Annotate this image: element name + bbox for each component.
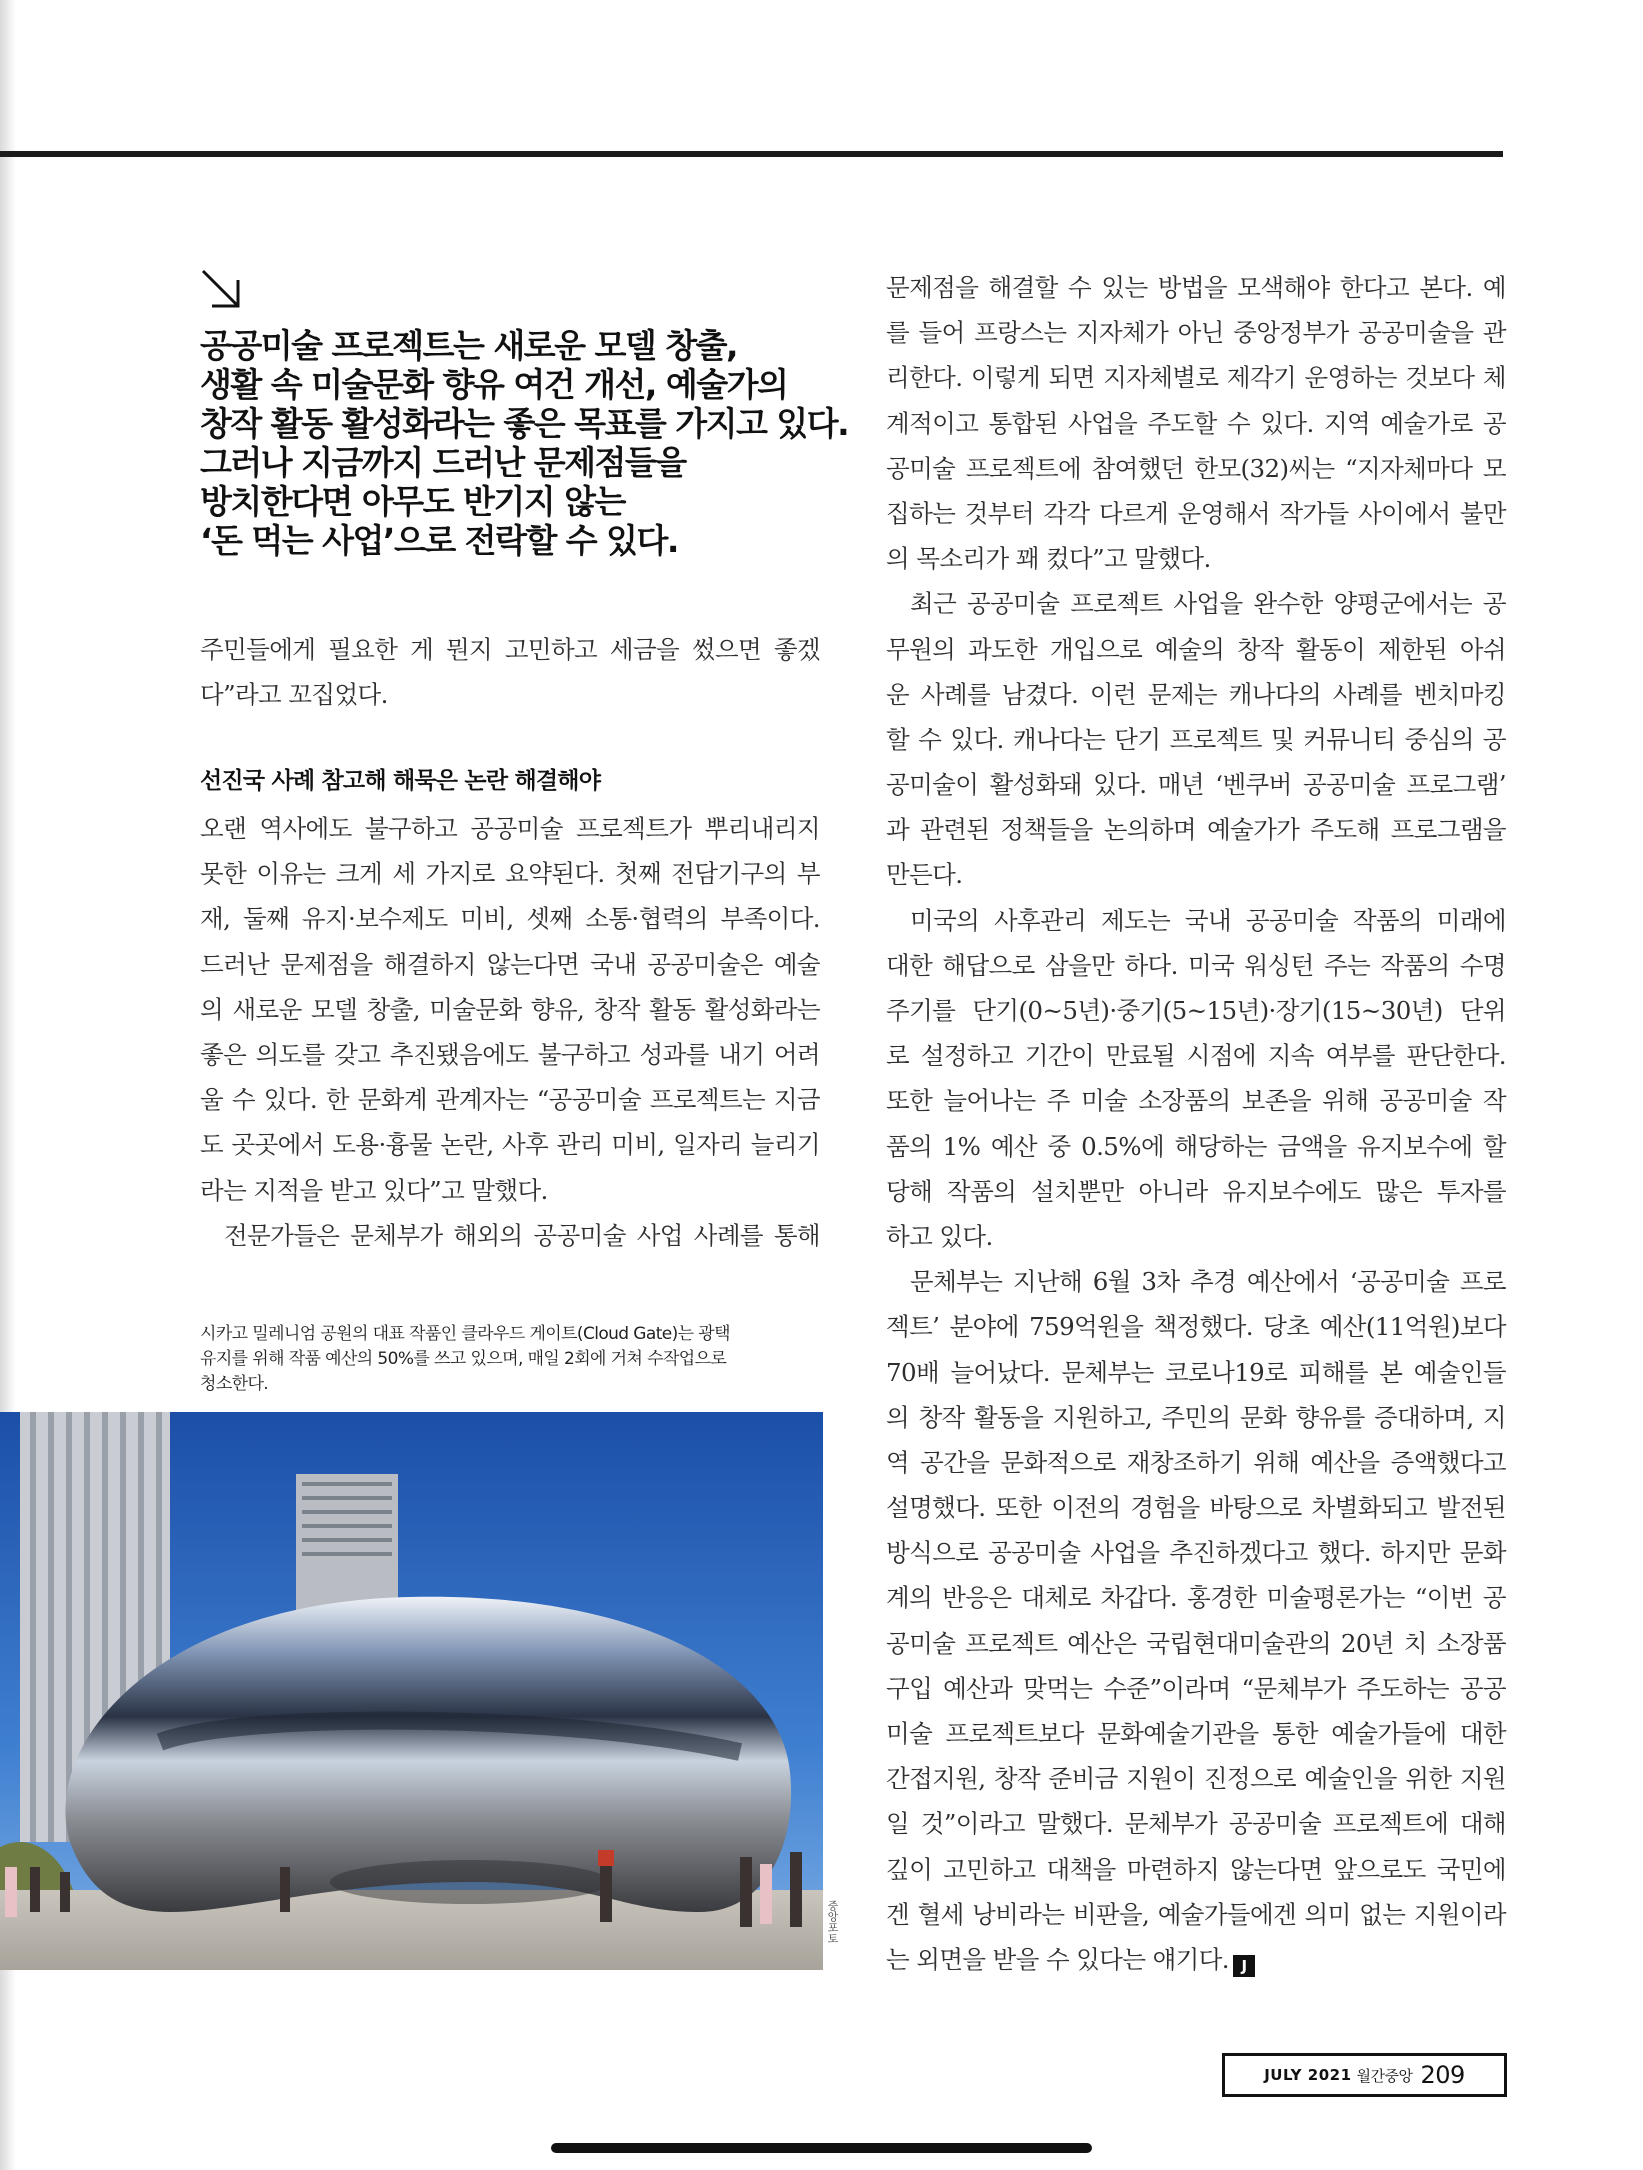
text-line: 최근 공공미술 프로젝트 사업을 완수한 양평군에서는 공 bbox=[910, 589, 1506, 619]
right-column bbox=[886, 265, 1506, 1982]
caption-line: 유지를 위해 작품 예산의 50%를 쓰고 있으며, 매일 2회에 거쳐 수작업으로 bbox=[200, 1349, 727, 1369]
text-line: 공미술 프로젝트 예산은 국립현대미술관의 20년 치 소장품 bbox=[886, 1628, 1506, 1658]
text-line: 못한 이유는 크게 세 가지로 요약된다. 첫째 전담기구의 부 bbox=[200, 859, 820, 889]
text-line: 의 창작 활동을 지원하고, 주민의 문화 향유를 증대하며, 지 bbox=[886, 1402, 1506, 1432]
text-line: 미술 프로젝트보다 문화예술기관을 통한 예술가들에 대한 bbox=[886, 1719, 1506, 1748]
text-line: 도 곳곳에서 도용·흉물 논란, 사후 관리 미비, 일자리 늘리기 bbox=[200, 1130, 820, 1160]
text-line: 운 사례를 남겼다. 이런 문제는 캐나다의 사례를 벤치마킹 bbox=[886, 679, 1506, 709]
text-line: 오랜 역사에도 불구하고 공공미술 프로젝트가 뿌리내리지 bbox=[200, 814, 820, 843]
footer-magazine: 월간중앙 bbox=[1356, 2066, 1413, 2085]
text-line: 미국의 사후관리 제도는 국내 공공미술 작품의 미래에 bbox=[910, 905, 1506, 935]
left-column-paragraph-2 bbox=[200, 806, 820, 1258]
text-line: 드러난 문제점을 해결하지 않는다면 국내 공공미술은 예술 bbox=[200, 949, 820, 979]
text-line: 문체부는 지난해 6월 3차 추경 예산에서 ‘공공미술 프로 bbox=[910, 1267, 1506, 1297]
last-line-text: 는 외면을 받을 수 있다는 얘기다. bbox=[886, 1944, 1229, 1974]
article-end-mark: J bbox=[1233, 1955, 1255, 1977]
text-line: 주기를 단기(0~5년)·중기(5~15년)·장기(15~30년) 단위 bbox=[886, 996, 1506, 1025]
pull-quote bbox=[200, 326, 849, 560]
text-line: 70배 늘어났다. 문체부는 코로나19로 피해를 본 예술인들 bbox=[886, 1357, 1506, 1387]
pull-quote-line: 창작 활동 활성화라는 좋은 목표를 가지고 있다. bbox=[200, 404, 849, 443]
pull-quote-line: 생활 속 미술문화 향유 여건 개선, 예술가의 bbox=[200, 365, 788, 404]
text-line: 겐 혈세 낭비라는 비판을, 예술가들에겐 의미 없는 지원이라 bbox=[886, 1899, 1506, 1929]
text-line: 무원의 과도한 개입으로 예술의 창작 활동이 제한된 아쉬 bbox=[886, 634, 1506, 664]
text-line: 공미술 프로젝트에 참여했던 한모(32)씨는 “지자체마다 모 bbox=[886, 453, 1506, 483]
caption-line: 청소한다. bbox=[200, 1374, 269, 1394]
text-line: 의 목소리가 꽤 컸다”고 말했다. bbox=[886, 544, 1211, 574]
home-indicator[interactable] bbox=[551, 2143, 1092, 2153]
text-line: 할 수 있다. 캐나다는 단기 프로젝트 및 커뮤니티 중심의 공 bbox=[886, 724, 1506, 754]
text-line: 좋은 의도를 갖고 추진됐음에도 불구하고 성과를 내기 어려 bbox=[200, 1039, 820, 1069]
text-line: 품의 1% 예산 중 0.5%에 해당하는 금액을 유지보수에 할 bbox=[886, 1131, 1506, 1161]
page-number: 209 bbox=[1420, 2061, 1465, 2089]
caption-line: 시카고 밀레니엄 공원의 대표 작품인 클라우드 게이트(Cloud Gate)는 광택 bbox=[200, 1324, 730, 1344]
photo-caption bbox=[200, 1322, 820, 1397]
text-line: 리한다. 이렇게 되면 지자체별로 제각기 운영하는 것보다 체 bbox=[886, 363, 1506, 393]
top-rule bbox=[0, 151, 1503, 157]
text-line: 공미술이 활성화돼 있다. 매년 ‘벤쿠버 공공미술 프로그램’ bbox=[886, 770, 1506, 800]
text-line: 계적이고 통합된 사업을 주도할 수 있다. 지역 예술가로 공 bbox=[886, 408, 1506, 438]
text-line: 재, 둘째 유지·보수제도 미비, 셋째 소통·협력의 부족이다. bbox=[200, 904, 820, 934]
text-line: 로 설정하고 기간이 만료될 시점에 지속 여부를 판단한다. bbox=[886, 1041, 1506, 1071]
text-line: 문제점을 해결할 수 있는 방법을 모색해야 한다고 본다. 예 bbox=[886, 273, 1506, 302]
text-line: 하고 있다. bbox=[886, 1221, 993, 1251]
text-line: 역 공간을 문화적으로 재창조하기 위해 예산을 증액했다고 bbox=[886, 1447, 1506, 1477]
text-line: 계의 반응은 대체로 차갑다. 홍경한 미술평론가는 “이번 공 bbox=[886, 1583, 1506, 1613]
text-line: 깊이 고민하고 대책을 마련하지 않는다면 앞으로도 국민에 bbox=[886, 1854, 1506, 1884]
text-line: 를 들어 프랑스는 지자체가 아닌 중앙정부가 공공미술을 관 bbox=[886, 318, 1506, 348]
text-line: 구입 예산과 맞먹는 수준”이라며 “문체부가 주도하는 공공 bbox=[886, 1673, 1506, 1703]
text-line: 또한 늘어나는 주 미술 소장품의 보존을 위해 공공미술 작 bbox=[886, 1086, 1506, 1116]
text-line: 간접지원, 창작 준비금 지원이 진정으로 예술인을 위한 지원 bbox=[886, 1764, 1506, 1794]
arrow-down-right-icon bbox=[200, 268, 244, 312]
photo-credit: 중앙포토 bbox=[826, 1900, 839, 1944]
pull-quote-line: 방치한다면 아무도 반기지 않는 bbox=[200, 482, 625, 521]
text-line: 전문가들은 문체부가 해외의 공공미술 사업 사례를 통해 bbox=[224, 1220, 820, 1250]
text-line: 젝트’ 분야에 759억원을 책정했다. 당초 예산(11억원)보다 bbox=[886, 1312, 1506, 1342]
text-line-last bbox=[886, 1937, 1506, 1982]
footer-date: JULY 2021 bbox=[1264, 2066, 1352, 2084]
page-footer bbox=[1222, 2053, 1507, 2097]
text-line: 집하는 것부터 각각 다르게 운영해서 작가들 사이에서 불만 bbox=[886, 498, 1506, 528]
text-line: 대한 해답으로 삼을만 하다. 미국 워싱턴 주는 작품의 수명 bbox=[886, 950, 1506, 980]
cloud-gate-photo bbox=[0, 1412, 823, 1970]
text-line: 당해 작품의 설치뿐만 아니라 유지보수에도 많은 투자를 bbox=[886, 1176, 1506, 1206]
text-line: 라는 지적을 받고 있다”고 말했다. bbox=[200, 1175, 548, 1205]
text-line: 설명했다. 또한 이전의 경험을 바탕으로 차별화되고 발전된 bbox=[886, 1493, 1506, 1523]
pull-quote-line: 공공미술 프로젝트는 새로운 모델 창출, bbox=[200, 326, 738, 365]
text-line: 의 새로운 모델 창출, 미술문화 향유, 창작 활동 활성화라는 bbox=[200, 994, 820, 1024]
pull-quote-line: ‘돈 먹는 사업’으로 전락할 수 있다. bbox=[200, 521, 678, 560]
left-column-paragraph-1 bbox=[200, 627, 820, 717]
text-line: 과 관련된 정책들을 논의하며 예술가가 주도해 프로그램을 bbox=[886, 815, 1506, 845]
text-line: 다”라고 꼬집었다. bbox=[200, 680, 388, 710]
text-line: 주민들에게 필요한 게 뭔지 고민하고 세금을 썼으면 좋겠 bbox=[200, 635, 820, 664]
text-line: 만든다. bbox=[886, 860, 963, 890]
section-subhead: 선진국 사례 참고해 해묵은 논란 해결해야 bbox=[200, 768, 601, 794]
text-line: 방식으로 공공미술 사업을 추진하겠다고 했다. 하지만 문화 bbox=[886, 1538, 1506, 1568]
pull-quote-line: 그러나 지금까지 드러난 문제점들을 bbox=[200, 443, 686, 482]
text-line: 일 것”이라고 말했다. 문체부가 공공미술 프로젝트에 대해 bbox=[886, 1809, 1506, 1839]
text-line: 울 수 있다. 한 문화계 관계자는 “공공미술 프로젝트는 지금 bbox=[200, 1085, 820, 1115]
